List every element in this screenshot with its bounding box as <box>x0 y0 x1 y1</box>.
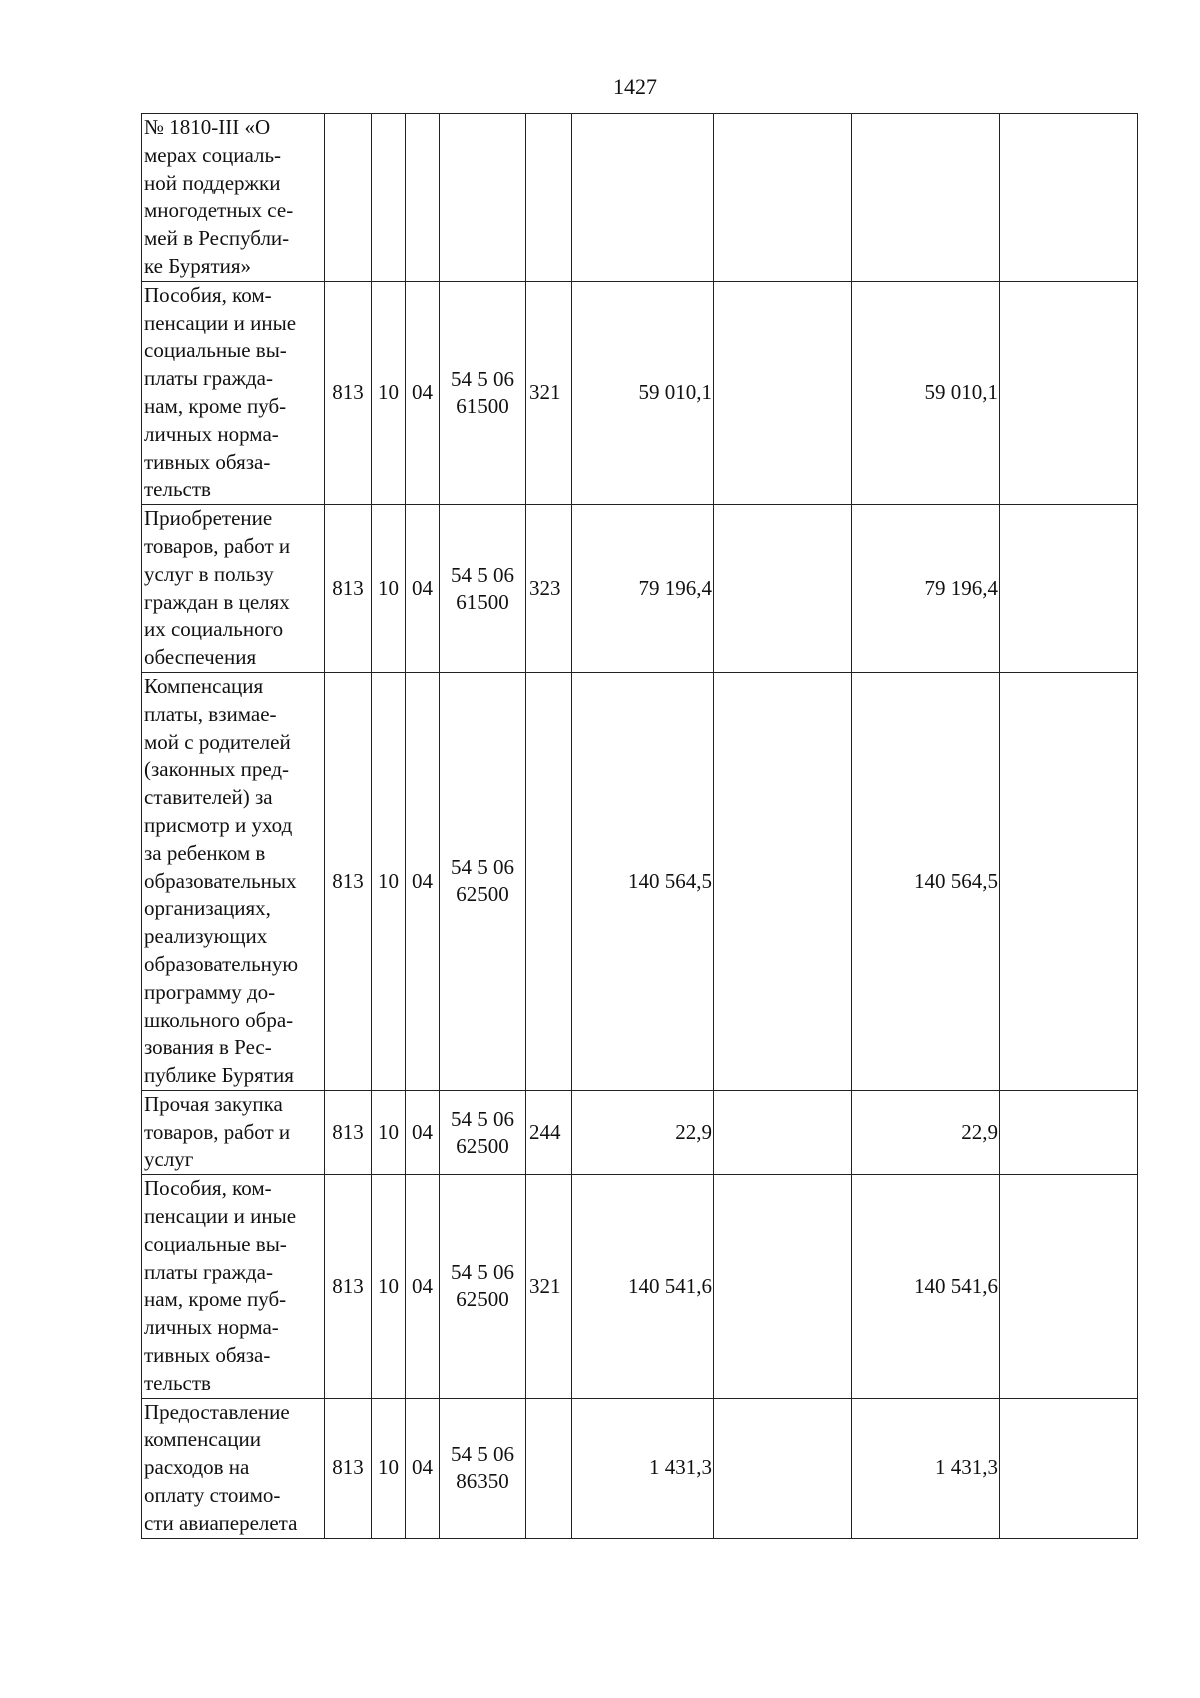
cell-amount: 140 541,6 <box>572 1175 714 1398</box>
cell-expense-name <box>142 281 325 504</box>
cell-empty <box>1000 281 1138 504</box>
expense-name-line: тивных обяза- <box>144 1343 271 1368</box>
cell-target-article-code <box>440 505 526 673</box>
cell-empty <box>1000 505 1138 673</box>
expense-name-line: № 1810-III «О <box>144 115 271 139</box>
cell-section-code: 10 <box>372 1398 406 1538</box>
expense-name-line: ке Бурятия» <box>144 253 252 278</box>
expense-name-line: услуг <box>144 1147 194 1172</box>
cell-expense-name <box>142 114 325 282</box>
cell-amount: 59 010,1 <box>572 281 714 504</box>
expense-name-line: социальные вы- <box>144 338 287 363</box>
expense-name-line: обеспечения <box>144 645 257 670</box>
expense-name-line: образовательную <box>144 951 299 976</box>
expense-name-line: платы гражда- <box>144 1259 273 1284</box>
expense-name-line: Приобретение <box>144 506 273 531</box>
table-row <box>142 1398 1138 1538</box>
cell-subsection-code: 04 <box>406 505 440 673</box>
cell-amount: 79 196,4 <box>572 505 714 673</box>
expense-name-line: пенсации и иные <box>144 310 297 335</box>
expense-name-line: товаров, работ и <box>144 533 291 558</box>
expense-name-line: товаров, работ и <box>144 1119 291 1144</box>
expense-name-line: нам, кроме пуб- <box>144 1287 287 1312</box>
cell-grbs-code <box>325 114 372 282</box>
expense-name-line: реализующих <box>144 924 268 949</box>
expense-name-line: Прочая закупка <box>144 1091 283 1116</box>
cell-amount-total: 59 010,1 <box>852 281 1000 504</box>
expense-name-line: Компенсация <box>144 673 264 698</box>
expense-name-line: расходов на <box>144 1455 250 1480</box>
cell-amount-total: 140 541,6 <box>852 1175 1000 1398</box>
cell-empty <box>714 672 852 1090</box>
table-row <box>142 1090 1138 1174</box>
expense-name-line: программу до- <box>144 979 276 1004</box>
cell-amount: 22,9 <box>572 1090 714 1174</box>
cell-target-article-code <box>440 1398 526 1538</box>
cell-amount-total: 140 564,5 <box>852 672 1000 1090</box>
expense-name-line: публике Бурятия <box>144 1063 294 1088</box>
cell-empty <box>1000 114 1138 282</box>
table-row <box>142 281 1138 504</box>
expense-name-line: пенсации и иные <box>144 1204 297 1229</box>
cell-empty <box>1000 1398 1138 1538</box>
target-article-code-line: 54 5 06 <box>451 855 514 880</box>
cell-amount-total: 1 431,3 <box>852 1398 1000 1538</box>
cell-empty <box>714 1398 852 1538</box>
target-article-code-line: 62500 <box>456 1133 509 1158</box>
target-article-code-line: 54 5 06 <box>451 366 514 391</box>
cell-empty <box>1000 1090 1138 1174</box>
expense-name-line: организациях, <box>144 896 271 921</box>
expense-name-line: многодетных се- <box>144 198 294 223</box>
expense-name-line: мой с родителей <box>144 729 291 754</box>
cell-expense-type-code <box>526 1398 572 1538</box>
expense-name-line: присмотр и уход <box>144 812 293 837</box>
expense-name-line: тельств <box>144 1370 211 1395</box>
cell-section-code: 10 <box>372 505 406 673</box>
expense-name-line: платы, взимае- <box>144 701 277 726</box>
cell-section-code: 10 <box>372 1175 406 1398</box>
expense-name-line: Пособия, ком- <box>144 1176 272 1201</box>
cell-empty <box>1000 1175 1138 1398</box>
cell-expense-type-code: 244 <box>526 1090 572 1174</box>
cell-subsection-code <box>406 114 440 282</box>
cell-target-article-code <box>440 114 526 282</box>
cell-amount: 140 564,5 <box>572 672 714 1090</box>
cell-grbs-code: 813 <box>325 672 372 1090</box>
cell-empty <box>714 281 852 504</box>
expense-name-line: личных норма- <box>144 1315 279 1340</box>
expense-name-line: граждан в целях <box>144 589 290 614</box>
cell-empty <box>714 114 852 282</box>
target-article-code-line: 86350 <box>456 1469 509 1494</box>
target-article-code-line: 61500 <box>456 393 509 418</box>
target-article-code-line: 54 5 06 <box>451 1260 514 1285</box>
expense-name-line: мей в Республи- <box>144 226 290 251</box>
target-article-code-line: 61500 <box>456 589 509 614</box>
cell-expense-type-code: 321 <box>526 1175 572 1398</box>
cell-amount: 1 431,3 <box>572 1398 714 1538</box>
expense-name-line: социальные вы- <box>144 1231 287 1256</box>
target-article-code-line: 54 5 06 <box>451 1106 514 1131</box>
cell-empty <box>714 1090 852 1174</box>
cell-expense-name <box>142 505 325 673</box>
cell-subsection-code: 04 <box>406 1398 440 1538</box>
cell-grbs-code: 813 <box>325 1398 372 1538</box>
cell-expense-name <box>142 1175 325 1398</box>
cell-empty <box>1000 672 1138 1090</box>
cell-section-code <box>372 114 406 282</box>
cell-expense-name <box>142 672 325 1090</box>
cell-amount-total: 22,9 <box>852 1090 1000 1174</box>
expense-name-line: тельств <box>144 477 211 502</box>
cell-amount <box>572 114 714 282</box>
cell-section-code: 10 <box>372 672 406 1090</box>
page-number: 1427 <box>613 74 657 99</box>
cell-target-article-code <box>440 1090 526 1174</box>
expense-name-line: тивных обяза- <box>144 449 271 474</box>
expense-name-line: услуг в пользу <box>144 561 274 586</box>
cell-amount-total <box>852 114 1000 282</box>
cell-expense-type-code: 323 <box>526 505 572 673</box>
expense-name-line: Пособия, ком- <box>144 282 272 307</box>
cell-expense-name <box>142 1398 325 1538</box>
cell-grbs-code: 813 <box>325 505 372 673</box>
cell-amount-total: 79 196,4 <box>852 505 1000 673</box>
cell-subsection-code: 04 <box>406 672 440 1090</box>
expense-name-line: зования в Рес- <box>144 1035 272 1060</box>
expense-name-line: Предоставление <box>144 1399 290 1424</box>
cell-target-article-code <box>440 1175 526 1398</box>
cell-grbs-code: 813 <box>325 1175 372 1398</box>
budget-table <box>141 113 1138 1539</box>
expense-name-line: сти авиаперелета <box>144 1510 298 1535</box>
cell-section-code: 10 <box>372 1090 406 1174</box>
table-row <box>142 505 1138 673</box>
expense-name-line: компенсации <box>144 1427 261 1452</box>
expense-name-line: за ребенком в <box>144 840 266 865</box>
cell-subsection-code: 04 <box>406 281 440 504</box>
expense-name-line: нам, кроме пуб- <box>144 393 287 418</box>
expense-name-line: платы гражда- <box>144 366 273 391</box>
expense-name-line: (законных пред- <box>144 757 290 782</box>
cell-empty <box>714 1175 852 1398</box>
cell-expense-type-code <box>526 672 572 1090</box>
table-row <box>142 1175 1138 1398</box>
target-article-code-line: 54 5 06 <box>451 1442 514 1467</box>
cell-section-code: 10 <box>372 281 406 504</box>
expense-name-line: школьного обра- <box>144 1007 294 1032</box>
cell-grbs-code: 813 <box>325 281 372 504</box>
target-article-code-line: 62500 <box>456 1287 509 1312</box>
expense-name-line: оплату стоимо- <box>144 1483 281 1508</box>
expense-name-line: ставителей) за <box>144 785 273 810</box>
cell-target-article-code <box>440 672 526 1090</box>
target-article-code-line: 62500 <box>456 882 509 907</box>
cell-expense-type-code: 321 <box>526 281 572 504</box>
expense-name-line: мерах социаль- <box>144 142 282 167</box>
cell-subsection-code: 04 <box>406 1090 440 1174</box>
cell-target-article-code <box>440 281 526 504</box>
expense-name-line: их социального <box>144 617 284 642</box>
target-article-code-line: 54 5 06 <box>451 562 514 587</box>
cell-grbs-code: 813 <box>325 1090 372 1174</box>
table-row <box>142 114 1138 282</box>
cell-expense-name <box>142 1090 325 1174</box>
cell-empty <box>714 505 852 673</box>
expense-name-line: ной поддержки <box>144 170 281 195</box>
expense-name-line: образовательных <box>144 868 297 893</box>
expense-name-line: личных норма- <box>144 421 279 446</box>
cell-expense-type-code <box>526 114 572 282</box>
cell-subsection-code: 04 <box>406 1175 440 1398</box>
table-row <box>142 672 1138 1090</box>
